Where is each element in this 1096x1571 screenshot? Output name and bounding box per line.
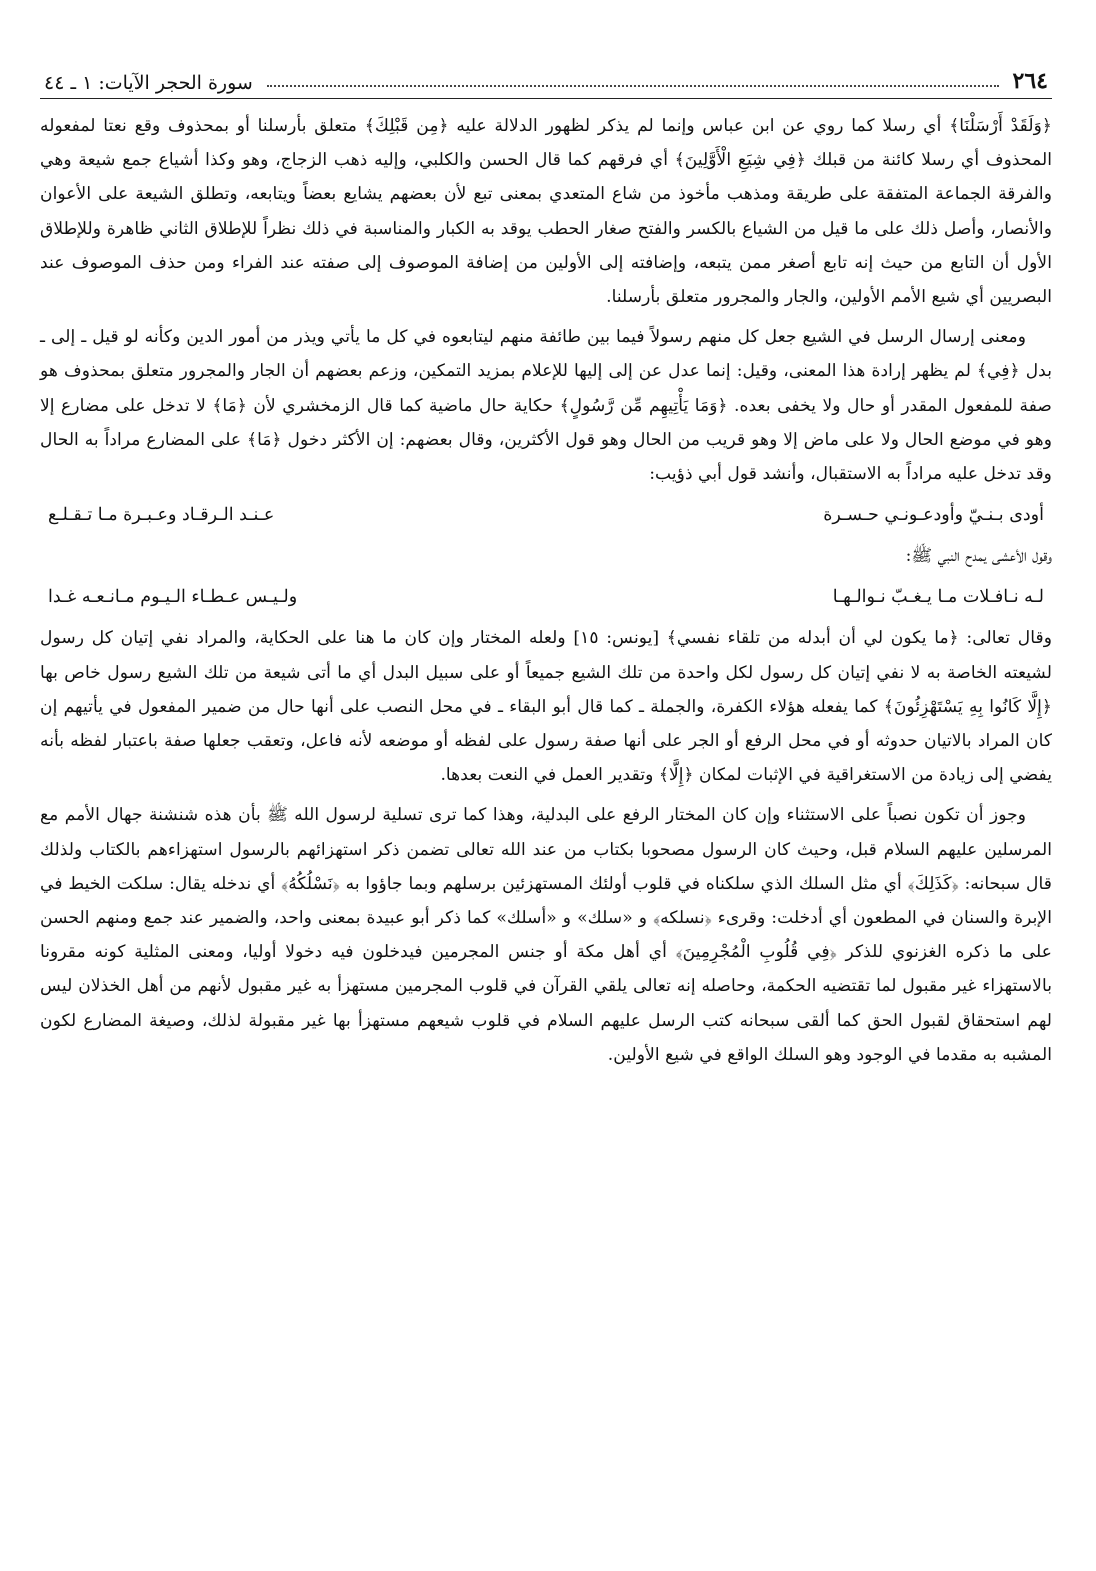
poem-verse-abu-dhuayb [40,497,1052,533]
verse-hemistich-first: لـه نـافـلات مـا يـغـبّ نـوالـهـا [832,587,1044,608]
verse-hemistich-second: ولـيـس عـطـاء الـيـوم مـانـعـه غـدا [48,587,298,608]
page-header [40,60,1052,99]
paragraph-3: وقال تعالى: ﴿ما يكون لي أن أبدله من تلقاء نفسي﴾ [يونس: ١٥] ولعله المختار وإن كان ما هنا على الحكاية، والمراد نفي إتيان كل رسول لشيعته الخاصة به لا نفي إتيان كل رسول لكل واحدة من تلك الشيع جميعاً أو على سبيل البدل أي ما أتى شيعة من تلك الشيع رسول خاص بها ﴿إِلَّا كَانُوا بِهِ يَسْتَهْزِئُونَ﴾ كما يفعله هؤلاء الكفرة، والجملة ـ كما قال أبو البقاء ـ في محل النصب على أنها حال من ضمير المفعول في يأتيهم إن كان المراد بالاتيان حدوثه أو في محل الرفع أو الجر على أنها صفة رسول على لفظه أو موضعه لأنه فاعل، وتعقب جعلها صفة باعتبار لفظه بأنه يفضي إلى زيادة من الاستغراقية في الإثبات لمكان ﴿إِلَّا﴾ وتقدير العمل في النعت بعدها. [40,628,1052,786]
paragraph-4: وجوز أن تكون نصباً على الاستثناء وإن كان المختار الرفع على البدلية، وهذا كما ترى تسلية لرسول الله ﷺ بأن هذه شنشنة جهال الأمم مع المرسلين عليهم السلام قبل، وحيث كان الرسول مصحوبا بكتاب من عند الله تعالى تضمن ذكر استهزائهم بالرسول استهزاءهم بالكتاب ولذلك قال سبحانه: ﴿كَذَلِكَ﴾ أي مثل السلك الذي سلكناه في قلوب أولئك المستهزئين برسلهم وبما جاؤوا به ﴿نَسْلُكُهُ﴾ أي ندخله يقال: سلكت الخيط في الإبرة والسنان في المطعون أي أدخلت: وقرىء ﴿نسلكه﴾ و «سلك» و «أسلك» كما ذكر أبو عبيدة بمعنى واحد، والضمير عند جمع ومنهم الحسن على ما ذكره الغزنوي للذكر ﴿فِي قُلُوبِ الْمُجْرِمِينَ﴾ أي أهل مكة أو جنس المجرمين فيدخلون فيه دخولا أوليا، ومعنى المثلية كونه مقرونا بالاستهزاء غير مقبول لما تقتضيه الحكمة، وحاصله إنه تعالى يلقي القرآن في قلوب المجرمين مستهزأ به غير مقبول لأنهم من أهل الخذلان ليس لهم استحقاق لقبول الحق كما ألقى سبحانه كتب الرسل عليهم السلام في قلوب شيعهم مستهزأ بها غير مقبولة لذلك، وصيغة المضارع لكون المشبه به مقدما في الوجود وهو السلك الواقع في شيع الأولين. [40,805,1052,1065]
poem-verse-aasha [40,579,1052,615]
poem-intro-aasha: وقول الأعشى يمدح النبي ﷺ: [905,546,1052,567]
book-page [40,60,1052,1550]
header-divider-dots [267,84,999,87]
verse-hemistich-second: عـنـد الـرقـاد وعـبـرة مـا تـقـلـع [48,505,275,526]
verse-hemistich-first: أودى بـنـيّ وأودعـونـي حـسـرة [823,505,1044,526]
page-body [40,99,1052,1072]
page-number: ٢٦٤ [1012,68,1048,94]
surah-range-title: سورة الحجر الآيات: ١ ـ ٤٤ [44,72,253,94]
paragraph-2: ومعنى إرسال الرسل في الشيع جعل كل منهم رسولاً فيما بين طائفة منهم ليتابعوه في كل ما يأتي ويذر من أمور الدين وكأنه لو قيل ـ إلى ـ بدل ﴿فِي﴾ لم يظهر إرادة هذا المعنى، وقيل: إنما عدل عن إلى إليها للإعلام بمزيد التمكين، وزعم بعضهم أن الجار والمجرور متعلق بمحذوف هو صفة للمفعول المقدر أو حال ولا يخفى بعده. ﴿وَمَا يَأْتِيهِم مِّن رَّسُولٍ﴾ حكاية حال ماضية كما قال الزمخشري لأن ﴿مَا﴾ لا تدخل على مضارع إلا وهو في موضع الحال ولا على ماض إلا وهو قريب من الحال وهو قول الأكثرين، وقال بعضهم: إن الأكثر دخول ﴿مَا﴾ على المضارع مراداً به الحال وقد تدخل عليه مراداً به الاستقبال، وأنشد قول أبي ذؤيب: [40,327,1052,485]
paragraph-1: ﴿وَلَقَدْ أَرْسَلْنَا﴾ أي رسلا كما روي عن ابن عباس وإنما لم يذكر لظهور الدلالة عليه ﴿مِن قَبْلِكَ﴾ متعلق بأرسلنا أو بمحذوف وقع نعتا لمفعوله المحذوف أي رسلا كائنة من قبلك ﴿فِي شِيَعِ الْأَوَّلِينَ﴾ أي فرقهم كما قال الحسن والكلبي، وإليه ذهب الزجاج، وهو وكذا أشياع جمع شيعة وهي والفرقة الجماعة المتفقة على طريقة ومذهب مأخوذ من شاع المتعدي بمعنى تبع لأن بعضهم يشايع بعضاً ويتابعه، وتطلق الشيعة على الأعوان والأنصار، وأصل ذلك على ما قيل من الشياع بالكسر والفتح صغار الحطب يوقد به الكبار والمناسبة في ذلك نظراً للإطلاق الثاني ظاهرة وللإطلاق الأول أن التابع من حيث إنه تابع أصغر ممن يتبعه، وإضافته إلى الأولين من إضافة الموصوف إلى صفته عند الفراء ومن حذف الموصوف عند البصريين أي شيع الأمم الأولين، والجار والمجرور متعلق بأرسلنا. [40,116,1052,308]
